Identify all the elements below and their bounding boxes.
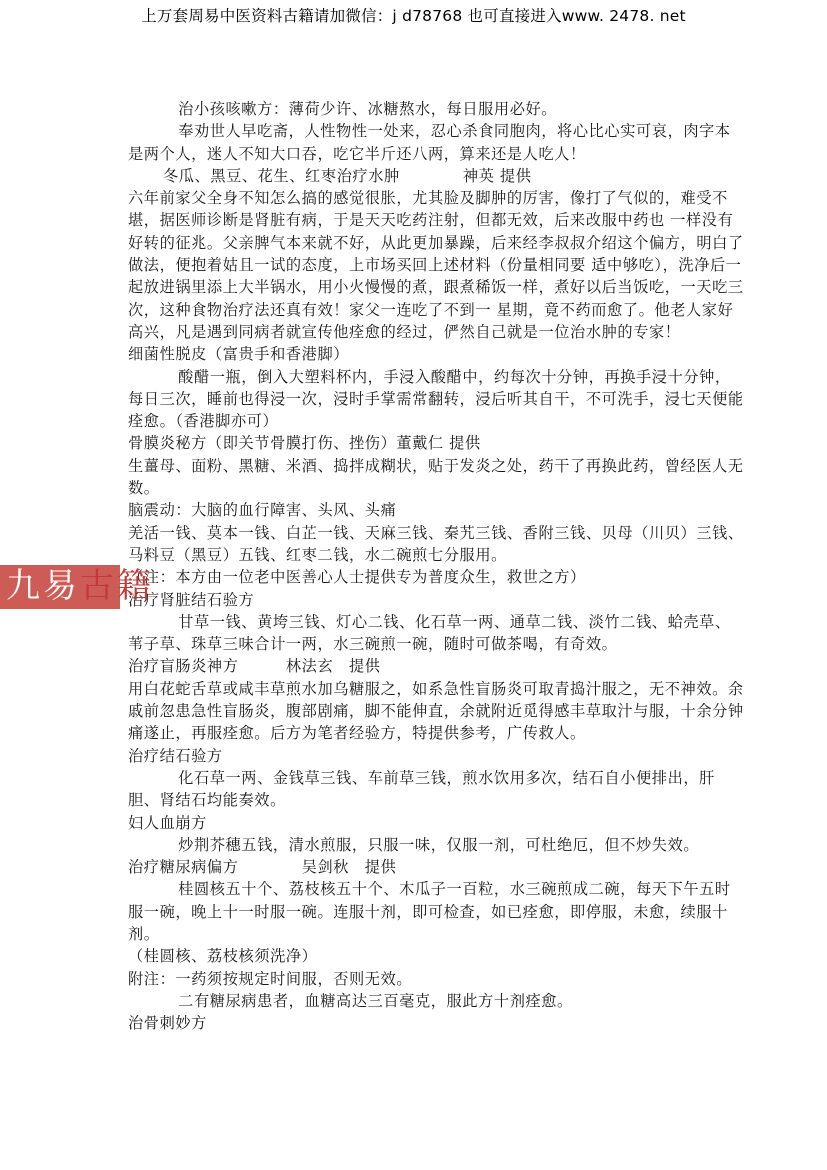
paragraph-skin-peeling: 酸醋一瓶，倒入大塑料杯内，手浸入酸醋中，约每次十分钟，再换手浸十分钟，每日三次，睡前也得浸一次，浸时手掌需常翻转，浸后听其自干，不可洗手，浸七天便能痊愈。（香港脚亦可）: [128, 367, 744, 431]
heading-appendicitis: 治疗盲肠炎神方 林法玄 提供: [128, 657, 381, 676]
exhortation-paragraph: 奉劝世人早吃斋，人性物性一处来，忍心杀食同胞肉，将心比心实可哀，肉字本是两个人，迷人不知大口吞，吃它半斤还八两，算来还是人吃人！: [128, 122, 731, 163]
heading-edema: 冬瓜、黑豆、花生、红枣治疗水肿 神英 提供: [162, 166, 532, 185]
paragraph-appendicitis: 用白花蛇舌草或咸丰草煎水加乌糖服之，如系急性盲肠炎可取青捣汁服之，无不神效。余戚前忽患急性盲肠炎，腹部剧痛，脚不能伸直，余就附近觅得感丰草取汁与服，十余分钟痛遂止，再服痊愈。后方为笔者经验方，特提供参考，广传救人。: [128, 679, 744, 743]
paragraph-stone: 化石草一两、金钱草三钱、车前草三钱，煎水饮用多次，结石自小便排出，肝胆、肾结石均能奏效。: [128, 768, 715, 810]
watermark-text-left: 九易: [6, 566, 80, 606]
note-diabetes-timing: 附注：一药须按规定时间服，否则无效。: [128, 969, 413, 988]
paragraph-metrorrhagia: 炒荆芥穗五钱，清水煎服，只服一味，仅服一剂，可杜绝厄，但不炒失效。: [178, 835, 700, 854]
page-header-banner: 上万套周易中医资料古籍请加微信：j d78768 也可直接进入www. 2478. net: [141, 7, 686, 25]
paragraph-diabetes: 桂圆核五十个、荔枝核五十个、木瓜子一百粒，水三碗煎成二碗，每天下午五时服一碗，晚上十一时服一碗。连服十剂，即可检查，如已痊愈，即停服，未愈，续服十剂。: [128, 880, 731, 943]
document-body: [128, 98, 746, 1034]
heading-bone-spur: 治骨刺妙方: [128, 1014, 207, 1033]
heading-diabetes: 治疗糖尿病偏方 吴剑秋 提供: [128, 858, 397, 877]
paragraph-kidney-stone: 甘草一钱、黄垮三钱、灯心二钱、化石草一两、通草二钱、淡竹二钱、蛤壳草、苇子草、珠草三味合计一两，水三碗煎一碗，随时可做茶喝，有奇效。: [128, 612, 731, 654]
heading-kidney-stone: 治疗肾脏结石验方: [128, 590, 255, 609]
watermark-text-right: 古籍: [80, 566, 154, 606]
paragraph-edema: 六年前家父全身不知怎么搞的感觉很胀，尤其脸及脚肿的厉害，像打了气似的，难受不堪，据医师诊断是肾脏有病，于是天天吃药注射，但都无效，后来改服中药也 一样没有好转的征兆。父亲脾气本来就不好，从此更加暴躁，后来经李叔叔介绍这个偏方，明白了做法，便抱着姑且一试的态度，上市场买回上述材料（份量相同要 适中够吃），洗净后一起放进锅里添上大半锅水，用小火慢慢的煮，跟煮稀饭一样，煮好以后当饭吃，一天吃三次，这种食物治疗法还真有效！家父一连吃了不到一 星期，竟不药而愈了。他老人家好高兴，凡是遇到同病者就宣传他痊愈的经过，俨然自己就是一位治水肿的专家！: [128, 189, 744, 341]
heading-metrorrhagia: 妇人血崩方: [128, 813, 207, 832]
heading-stone: 治疗结石验方: [128, 746, 223, 765]
note-concussion: （注：本方由一位老中医善心人士提供专为普度众生，救世之方）: [128, 568, 586, 587]
paragraph-periostitis: 生薑母、面粉、黑糖、米酒、捣拌成糊状，贴于发炎之处，药干了再换此药，曾经医人无数。: [128, 456, 744, 498]
heading-concussion: 脑震动：大脑的血行障害、头风、头痛: [128, 501, 397, 520]
heading-periostitis: 骨膜炎秘方（即关节骨膜打伤、挫伤）董戴仁 提供: [128, 434, 481, 453]
note-diabetes-result: 二有糖尿病患者，血糖高达三百毫克，服此方十剂痊愈。: [178, 991, 573, 1010]
watermark-logo: [6, 566, 154, 606]
note-diabetes-wash: （桂圆核、荔枝核须洗净）: [128, 947, 318, 966]
heading-skin-peeling: 细菌性脱皮（富贵手和香港脚）: [128, 345, 350, 364]
paragraph-concussion: 羌活一钱、莫本一钱、白芷一钱、天麻三钱、秦艽三钱、香附三钱、贝母（川贝）三钱、马料豆（黑豆）五钱、红枣二钱，水二碗煎七分服用。: [128, 523, 744, 564]
remedy-cough-line: 治小孩咳嗽方：薄荷少许、冰糖熬水，每日服用必好。: [178, 100, 558, 118]
